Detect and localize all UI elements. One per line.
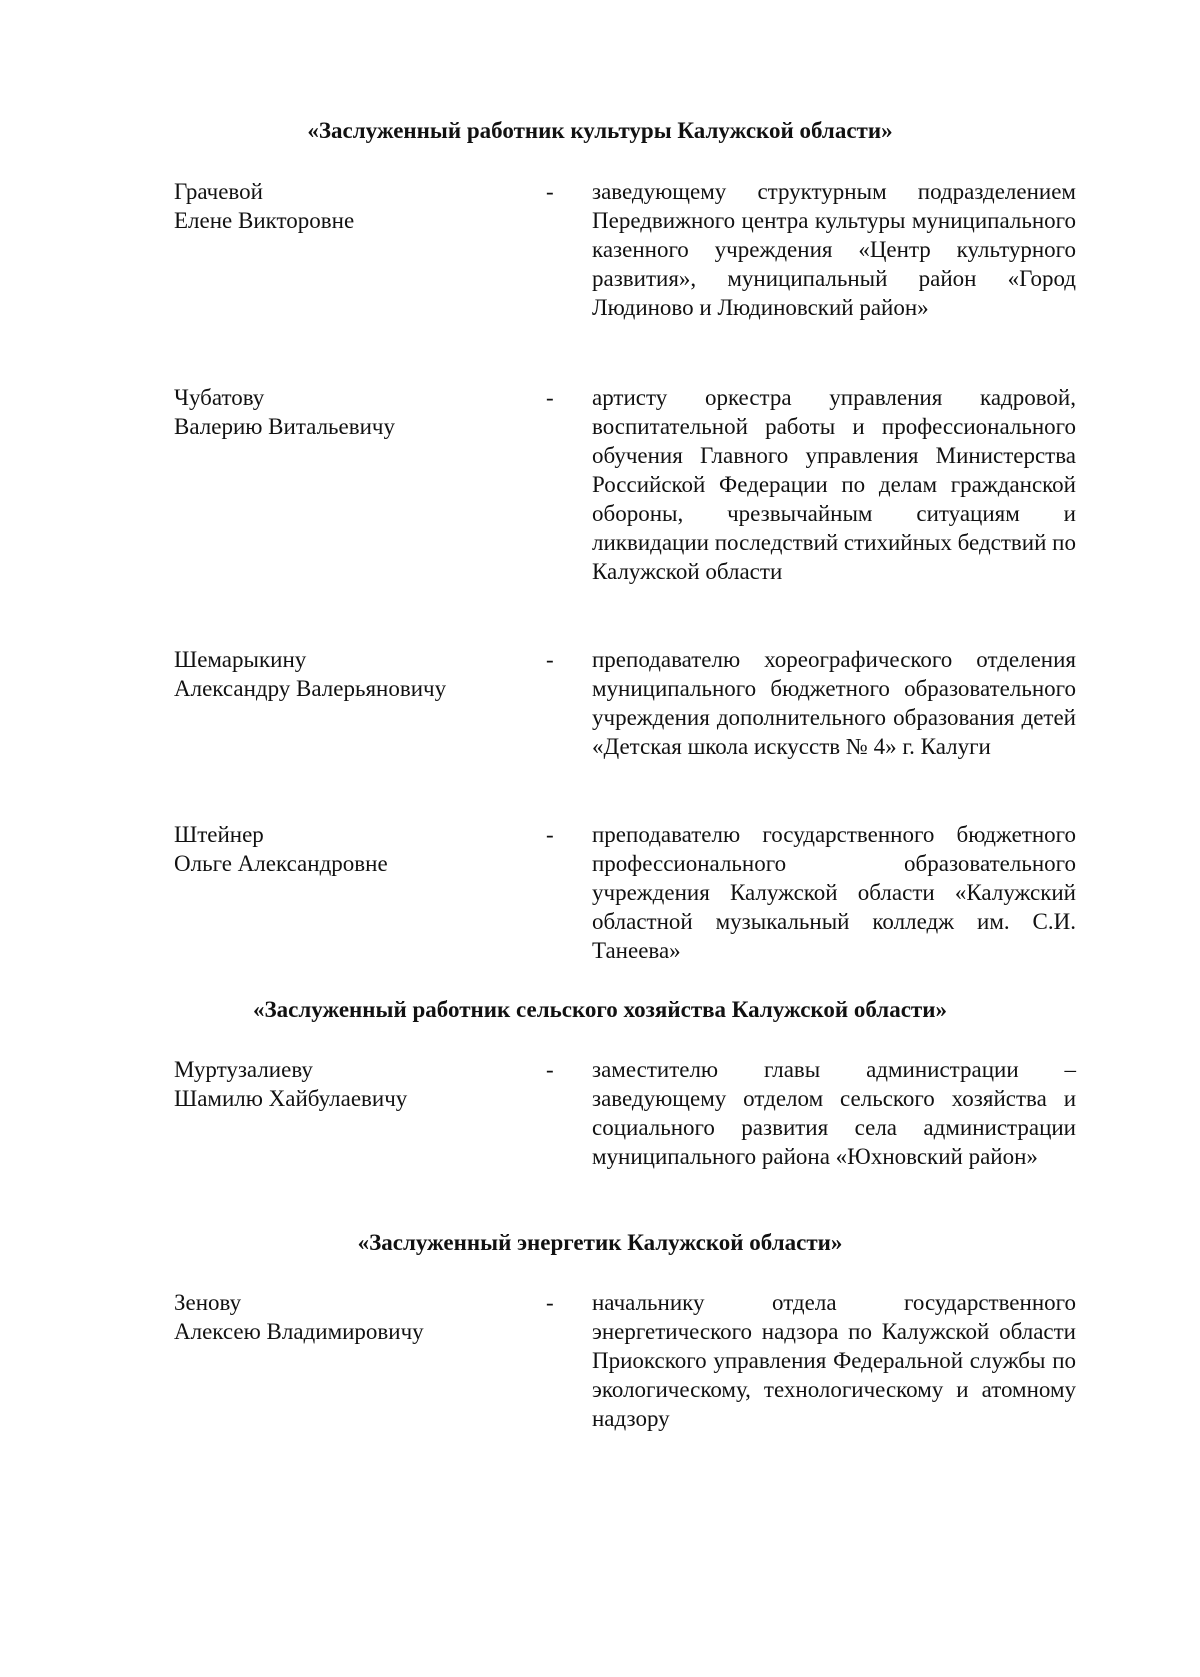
person-given-names: Александру Валерьяновичу bbox=[174, 676, 447, 701]
person-position: преподавателю государственного бюджетного профессионального образовательного учреждения Калужской области «Калужский областной музыкальный колледж им. С.И. Танеева» bbox=[592, 822, 1076, 963]
person-name bbox=[174, 1055, 534, 1113]
person-position: заведующему структурным подразделением Передвижного центра культуры муниципального казенного учреждения «Центр культурного развития», муниципальный район «Город Людиново и Людиновский район» bbox=[592, 179, 1076, 320]
person-surname: Чубатову bbox=[174, 385, 265, 410]
section-title-culture: «Заслуженный работник культуры Калужской области» bbox=[307, 118, 893, 143]
person-given-names: Шамилю Хайбулаевичу bbox=[174, 1086, 408, 1111]
separator-dash: - bbox=[546, 385, 554, 410]
person-surname: Шемарыкину bbox=[174, 647, 307, 672]
section-title-energy: «Заслуженный энергетик Калужской области» bbox=[357, 1230, 843, 1255]
person-position: артисту оркестра управления кадровой, воспитательной работы и профессионального обучения Главного управления Министерства Российской Федерации по делам гражданской обороны, чрезвычайным ситуациям и ликвидации последствий стихийных бедствий по Калужской области bbox=[592, 385, 1076, 584]
person-surname: Штейнер bbox=[174, 822, 264, 847]
person-given-names: Валерию Витальевичу bbox=[174, 414, 395, 439]
person-position: начальнику отдела государственного энергетического надзора по Калужской области Приокского управления Федеральной службы по экологическому, технологическому и атомному надзору bbox=[592, 1290, 1076, 1431]
person-given-names: Алексею Владимировичу bbox=[174, 1319, 424, 1344]
person-name bbox=[174, 645, 534, 703]
separator-dash: - bbox=[546, 647, 554, 672]
separator-dash: - bbox=[546, 1057, 554, 1082]
person-name bbox=[174, 1288, 534, 1346]
separator-dash: - bbox=[546, 179, 554, 204]
person-surname: Муртузалиеву bbox=[174, 1057, 313, 1082]
person-surname: Зенову bbox=[174, 1290, 242, 1315]
person-given-names: Ольге Александровне bbox=[174, 851, 388, 876]
separator-dash: - bbox=[546, 1290, 554, 1315]
person-position: заместителю главы администрации – заведующему отделом сельского хозяйства и социального развития села администрации муниципального района «Юхновский район» bbox=[592, 1057, 1076, 1169]
person-given-names: Елене Викторовне bbox=[174, 208, 355, 233]
person-name bbox=[174, 177, 534, 235]
section-title-agriculture: «Заслуженный работник сельского хозяйства Калужской области» bbox=[253, 997, 947, 1022]
person-name bbox=[174, 383, 534, 441]
person-name bbox=[174, 820, 534, 878]
person-surname: Грачевой bbox=[174, 179, 263, 204]
separator-dash: - bbox=[546, 822, 554, 847]
person-position: преподавателю хореографического отделения муниципального бюджетного образовательного учреждения дополнительного образования детей «Детская школа искусств № 4» г. Калуги bbox=[592, 647, 1076, 759]
